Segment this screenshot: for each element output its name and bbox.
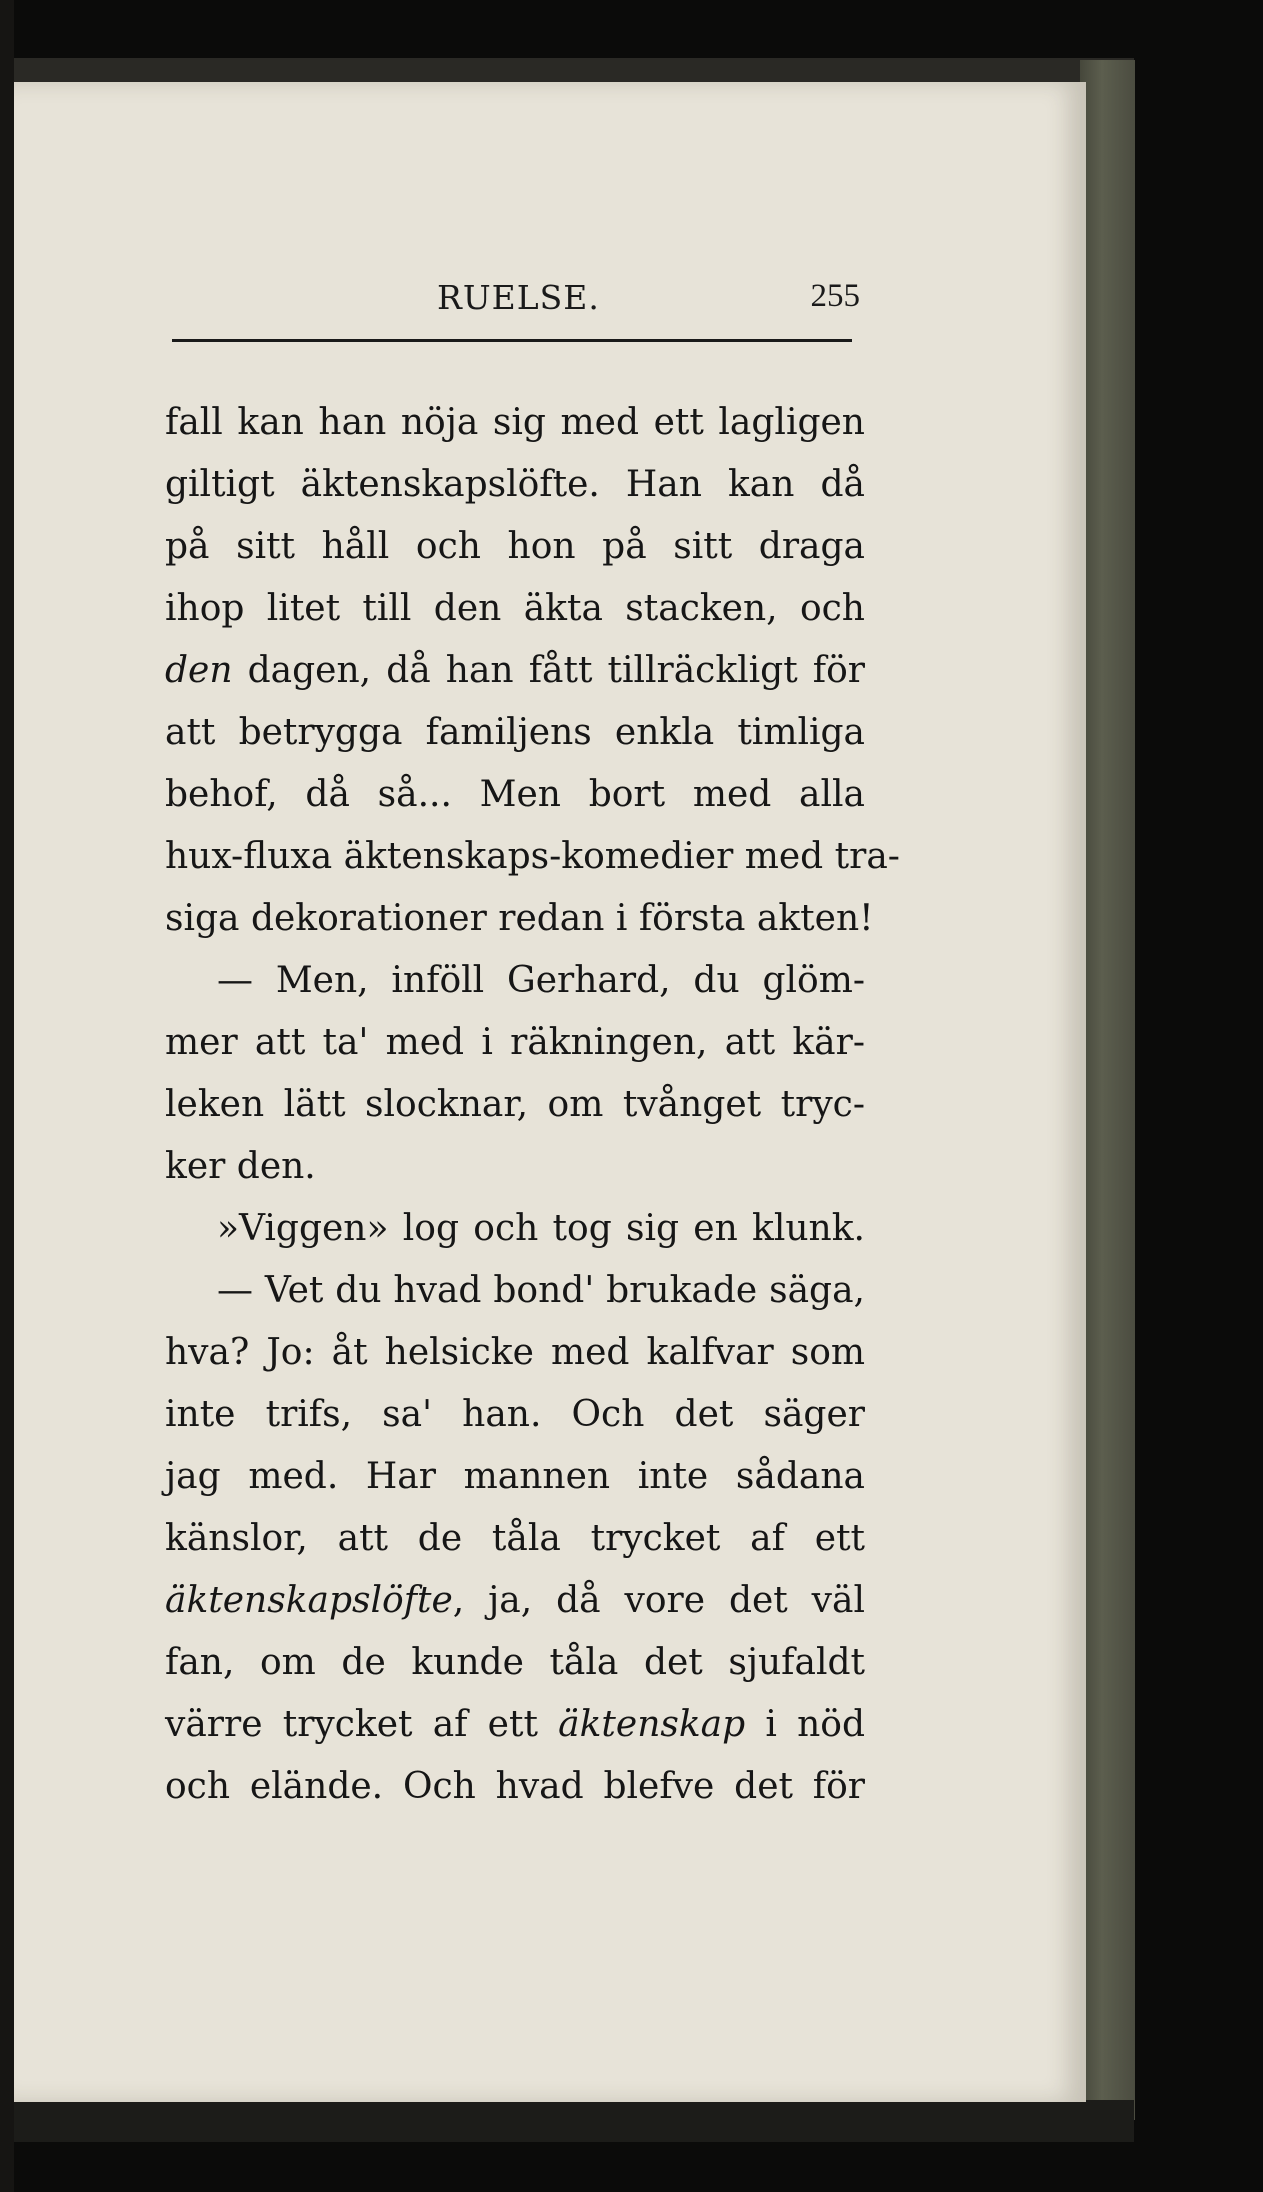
line-rest: i nöd [745, 1704, 865, 1745]
text-line: att betrygga familjens enkla timliga [165, 712, 865, 753]
italic-word: den [165, 650, 233, 691]
italic-word: äktenskap [558, 1704, 746, 1745]
cover-bottom-edge [14, 2100, 1134, 2142]
text-line: på sitt håll och hon på sitt draga [165, 526, 865, 567]
text-line: behof, då så... Men bort med alla [165, 774, 865, 815]
text-line [165, 640, 865, 702]
text-line [165, 1694, 865, 1756]
page-number: 255 [810, 278, 860, 314]
line-rest: dagen, då han fått tillräckligt för [232, 650, 865, 691]
text-line: och elände. Och hvad blefve det för [165, 1766, 865, 1807]
body-text [165, 392, 900, 1818]
text-line: hva? Jo: åt helsicke med kalfvar som [165, 1332, 865, 1373]
cover-right-edge [1080, 60, 1135, 2120]
text-line: hux-fluxa äktenskaps-komedier med tra- [165, 836, 900, 877]
running-title: RUELSE. [437, 278, 600, 317]
text-line: fall kan han nöja sig med ett lagligen [165, 402, 865, 443]
line-rest: , ja, då vore det väl [452, 1580, 865, 1621]
text-line: mer att ta' med i räkningen, att kär- [165, 1022, 865, 1063]
text-line: fan, om de kunde tåla det sjufaldt [165, 1642, 865, 1683]
text-line: siga dekorationer redan i första akten! [165, 898, 874, 939]
text-line: leken lätt slocknar, om tvånget tryc- [165, 1084, 865, 1125]
text-line: jag med. Har mannen inte sådana [165, 1456, 865, 1497]
line-start: värre trycket af ett [165, 1704, 559, 1745]
text-line: ihop litet till den äkta stacken, och [165, 588, 865, 629]
text-line: inte trifs, sa' han. Och det säger [165, 1394, 865, 1435]
header-rule [172, 339, 852, 342]
italic-word: äktenskapslöfte [165, 1580, 453, 1621]
text-line: — Vet du hvad bond' brukade säga, [217, 1270, 865, 1311]
text-line: — Men, inföll Gerhard, du glöm- [217, 960, 865, 1001]
text-line: känslor, att de tåla trycket af ett [165, 1518, 865, 1559]
text-line: giltigt äktenskapslöfte. Han kan då [165, 464, 865, 505]
text-line: ker den. [165, 1146, 316, 1187]
text-line: »Viggen» log och tog sig en klunk. [217, 1208, 865, 1249]
text-line [165, 1570, 865, 1632]
binding-edge [0, 0, 14, 2192]
running-header [154, 270, 860, 322]
